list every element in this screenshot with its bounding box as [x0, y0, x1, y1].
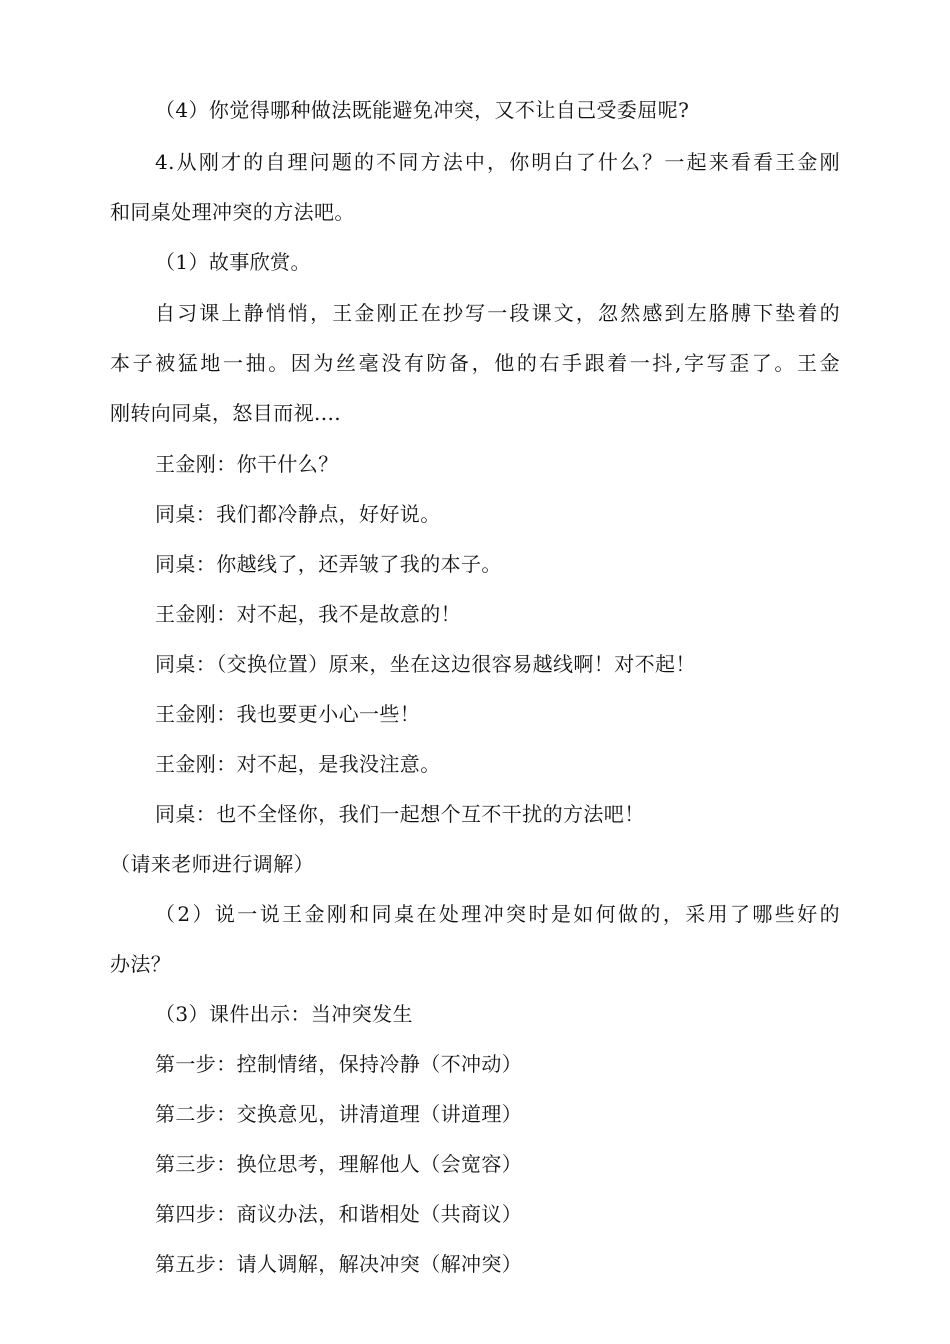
question-4: （4）你觉得哪种做法既能避免冲突，又不让自己受委屈呢? — [155, 98, 690, 122]
dialogue-line: 王金刚：对不起，是我没注意。 — [155, 752, 441, 776]
dialogue-line: 同桌：（交换位置）原来，坐在这边很容易越线啊！对不起！ — [155, 652, 696, 676]
step-item: 第一步：控制情绪，保持冷静（不冲动） — [155, 1052, 523, 1076]
step-item: 第二步：交换意见，讲清道理（讲道理） — [155, 1102, 523, 1126]
step-item: 第三步：换位思考，理解他人（会宽容） — [155, 1152, 523, 1176]
step-item: 第五步：请人调解，解决冲突（解冲突） — [155, 1252, 523, 1276]
dialogue-line: 王金刚：我也要更小心一些！ — [155, 702, 421, 726]
story-paragraph-line-2: 本子被猛地一抽。因为丝毫没有防备，他的右手跟着一抖,字写歪了。王金 — [110, 351, 840, 375]
question-2-line-2: 办法？ — [110, 952, 172, 976]
story-heading: （1）故事欣赏。 — [155, 250, 311, 274]
mediation-note: （请来老师进行调解） — [110, 852, 314, 876]
dialogue-line: 同桌：我们都冷静点，好好说。 — [155, 502, 441, 526]
story-paragraph-line-1: 自习课上静悄悄，王金刚正在抄写一段课文，忽然感到左胳膊下垫着的 — [155, 301, 840, 325]
step-item: 第四步：商议办法，和谐相处（共商议） — [155, 1202, 523, 1226]
courseware-heading: （3）课件出示：当冲突发生 — [155, 1002, 413, 1026]
section-4-line-2: 和同桌处理冲突的方法吧。 — [110, 200, 355, 224]
dialogue-line: 王金刚：对不起，我不是故意的！ — [155, 602, 461, 626]
story-paragraph-line-3: 刚转向同桌，怒目而视.... — [110, 401, 342, 425]
dialogue-line: 同桌：你越线了，还弄皱了我的本子。 — [155, 552, 502, 576]
question-2-line-1: （2）说一说王金刚和同桌在处理冲突时是如何做的，采用了哪些好的 — [155, 902, 840, 926]
section-4-line-1: 4.从刚才的自理问题的不同方法中，你明白了什么？一起来看看王金刚 — [155, 150, 840, 174]
dialogue-line: 王金刚：你干什么？ — [155, 452, 339, 476]
dialogue-line: 同桌：也不全怪你，我们一起想个互不干扰的方法吧！ — [155, 802, 645, 826]
